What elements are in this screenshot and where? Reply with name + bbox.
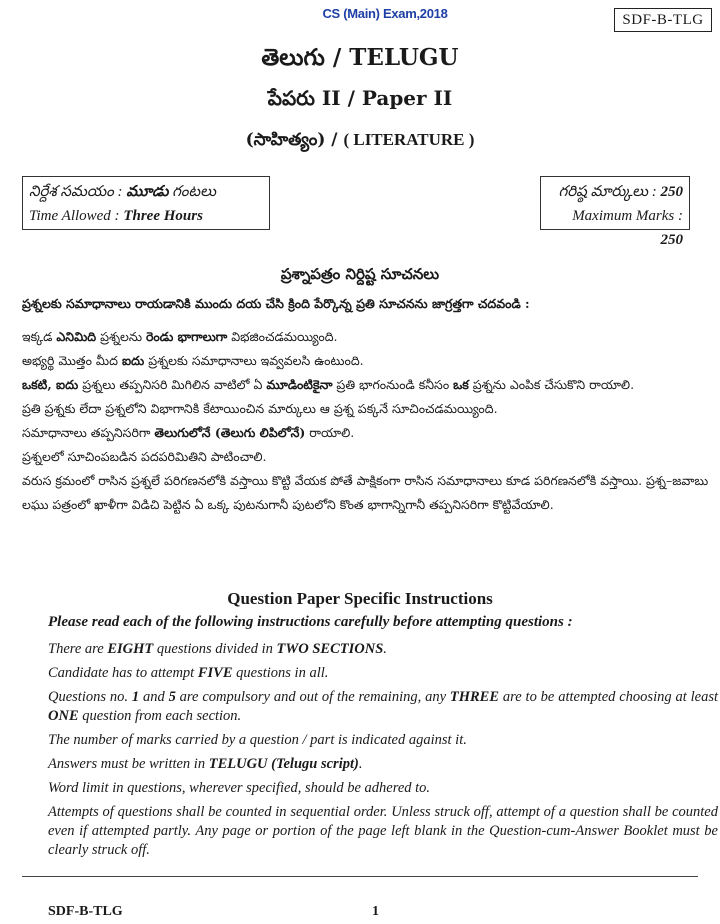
english-instructions-lead: Please read each of the following instructions carefully before attempting questions : <box>48 614 573 630</box>
en-text: are to be attempted choosing at least <box>499 689 718 705</box>
en-bold: 1 <box>131 689 140 705</box>
te-text: రాయాలి. <box>305 425 355 440</box>
telugu-instruction <box>22 421 712 445</box>
te-text: అభ్యర్థి మొత్తం మీద <box>22 353 122 368</box>
en-text: Candidate has to attempt <box>48 665 198 681</box>
te-text: ప్రశ్నలు తప్పనిసరి మిగిలిన వాటిలో ఏ <box>78 377 267 392</box>
en-text: Answers must be written in <box>48 756 209 772</box>
paper-number: పేపరు II / Paper II <box>267 86 453 110</box>
english-instruction <box>48 688 718 726</box>
en-bold: EIGHT <box>107 641 154 657</box>
te-text: సమాధానాలు తప్పనిసరిగా <box>22 425 155 440</box>
marks-te-value: 250 <box>660 184 683 200</box>
english-instruction <box>48 755 718 774</box>
english-instructions-heading: Question Paper Specific Instructions <box>227 589 493 608</box>
footer-divider <box>22 876 698 877</box>
te-bold: తెలుగులోనే (తెలుగు లిపిలోనే) <box>154 425 306 440</box>
time-allowed-english <box>29 204 263 228</box>
te-text: ప్రశ్నలను <box>96 329 146 344</box>
telugu-instructions-heading: ప్రశ్నాపత్రం నిర్దిష్ట సూచనలు <box>280 265 440 283</box>
max-marks-telugu <box>547 180 683 204</box>
en-bold: FIVE <box>197 665 233 681</box>
english-instruction <box>48 640 718 659</box>
marks-te-prefix: గరిష్ఠ మార్కులు : <box>558 184 661 200</box>
paper-subject <box>0 130 720 154</box>
english-instruction: Word limit in questions, wherever specified, should be adhered to. <box>48 780 431 796</box>
telugu-instruction <box>22 325 712 349</box>
en-bold: ONE <box>48 708 79 724</box>
english-instruction: The number of marks carried by a question / part is indicated against it. <box>48 732 467 748</box>
te-text: ఇక్కడ <box>22 329 57 344</box>
te-text: ప్రతి భాగంనుండి కనీసం <box>332 377 454 392</box>
te-bold: ఎనిమిది <box>56 329 97 344</box>
max-marks-english <box>547 204 683 252</box>
en-text: . <box>383 641 387 657</box>
en-text: Questions no. <box>48 689 132 705</box>
telugu-instruction: వరుస క్రమంలో రాసిన ప్రశ్నలే పరిగణనలోకి వస్తాయి కొట్టి వేయక పోతే పాక్షికంగా రాసిన సమాధానాలు కూడ పరిగణనలోకి వస్తాయి. ప్రశ్న–జవాబు లఘు పత్రంలో ఖాళీగా విడిచి పెట్టిన ఏ ఒక్క పుటనుగానీ పుటలోని కొంత భాగాన్నిగానీ తప్పనిసరిగా కొట్టివేయాలి. <box>22 473 709 512</box>
en-text: There are <box>48 641 108 657</box>
paper-code-box: SDF-B-TLG <box>614 8 712 32</box>
english-instruction: Attempts of questions shall be counted in sequential order. Unless struck off, attempt of a question shall be counted even if attempted partly. Any page or portion of the page left blank in the Question-cum-Answer Booklet must be clearly struck off. <box>48 804 718 858</box>
time-te-value: మూడు <box>126 184 169 200</box>
marks-en-prefix: Maximum Marks : <box>572 208 683 224</box>
en-text: questions in all. <box>232 665 329 681</box>
en-text: question from each section. <box>78 708 242 724</box>
te-bold: ఒకటి, ఐదు <box>22 377 79 392</box>
te-text: విభజించడమయ్యింది. <box>227 329 338 344</box>
te-text: ప్రశ్నలకు సమాధానాలు ఇవ్వవలసి ఉంటుంది. <box>144 353 364 368</box>
time-allowed-telugu <box>29 180 263 204</box>
marks-en-value: 250 <box>660 232 683 248</box>
en-bold: THREE <box>449 689 500 705</box>
footer-paper-code: SDF-B-TLG <box>48 904 123 919</box>
english-instructions-list <box>48 640 718 865</box>
english-instruction <box>48 664 718 683</box>
te-bold: మూడింటికైనా <box>266 377 333 392</box>
subject-telugu: (సాహిత్యం) <box>245 130 326 150</box>
te-bold: ఒక <box>453 377 469 392</box>
paper-title: తెలుగు / TELUGU <box>261 44 459 71</box>
en-bold: TELUGU (Telugu script) <box>208 756 359 772</box>
time-te-suffix: గంటలు <box>168 184 216 200</box>
subject-separator: / <box>325 130 344 150</box>
time-en-prefix: Time Allowed : <box>29 208 124 224</box>
time-te-prefix: నిర్దేశ సమయం : <box>29 184 127 200</box>
telugu-instruction <box>22 373 712 397</box>
telugu-instruction: ప్రశ్నలలో సూచింపబడిన పదపరిమితిని పాటించాలి. <box>22 449 267 464</box>
te-text: ప్రశ్నను ఎంపిక చేసుకొని రాయాలి. <box>468 377 635 392</box>
en-text: are compulsory and out of the remaining, any <box>175 689 450 705</box>
subject-english: ( LITERATURE ) <box>343 130 475 149</box>
telugu-instruction: ప్రతి ప్రశ్నకు లేదా ప్రశ్నలోని విభాగానికి కేటాయించిన మార్కులు ఆ ప్రశ్న పక్కనే సూచించడమయ్యింది. <box>22 401 498 416</box>
telugu-instructions-lead: ప్రశ్నలకు సమాధానాలు రాయడానికి ముందు దయ చేసి క్రింది పేర్కొన్న ప్రతి సూచనను జాగ్రత్తగా చదవండి : <box>22 296 530 311</box>
te-bold: ఐదు <box>121 353 145 368</box>
exam-stamp: CS (Main) Exam,2018 <box>322 6 448 21</box>
en-text: questions divided in <box>153 641 277 657</box>
time-allowed-box <box>22 176 270 230</box>
time-en-value: Three Hours <box>123 208 203 224</box>
en-bold: 5 <box>168 689 176 705</box>
telugu-instruction <box>22 349 712 373</box>
page-number: 1 <box>372 904 379 919</box>
maximum-marks-box <box>540 176 690 248</box>
en-text: and <box>139 689 169 705</box>
en-bold: TWO SECTIONS <box>276 641 384 657</box>
en-text: . <box>358 756 363 772</box>
te-bold: రెండు భాగాలుగా <box>146 329 228 344</box>
telugu-instructions-list <box>22 325 712 517</box>
